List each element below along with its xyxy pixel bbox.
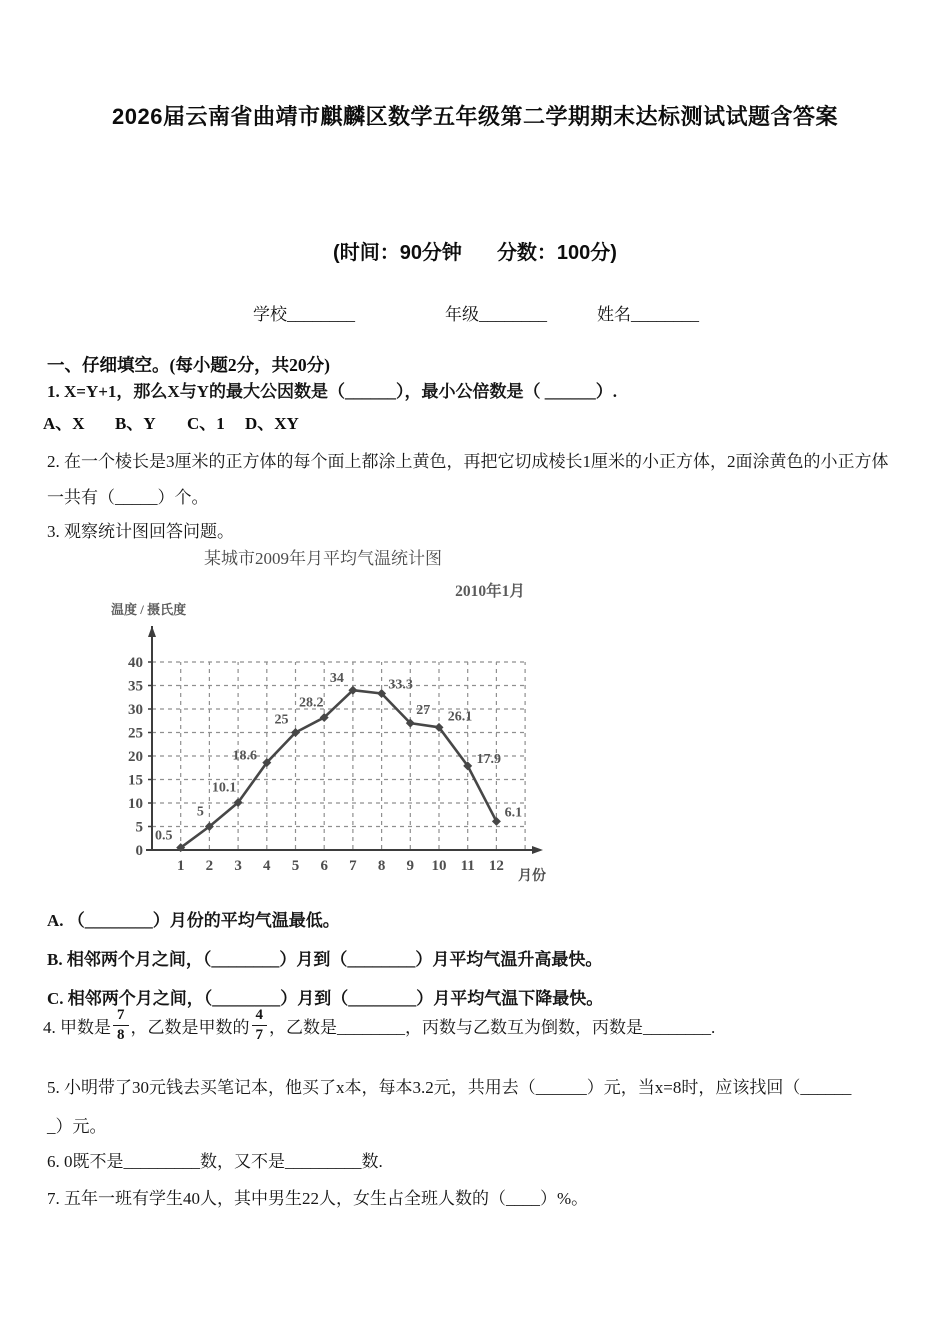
question-4-mid: ，乙数是甲数的	[130, 1018, 250, 1037]
question-4-suffix: ，乙数是________，丙数与乙数互为倒数，丙数是________.	[269, 1018, 716, 1037]
svg-text:15: 15	[128, 772, 143, 789]
name-blank: 姓名________	[597, 305, 699, 324]
svg-text:33.3: 33.3	[388, 677, 413, 693]
svg-text:9: 9	[406, 858, 415, 874]
option-c: C、1	[187, 414, 225, 433]
exam-meta-row	[0, 236, 950, 265]
svg-text:2010年1月: 2010年1月	[455, 583, 525, 600]
svg-text:某城市2009年月平均气温统计图: 某城市2009年月平均气温统计图	[204, 549, 442, 568]
temperature-chart-container	[95, 548, 565, 898]
temperature-chart	[95, 548, 565, 898]
svg-text:10.1: 10.1	[211, 780, 237, 796]
question-2-line2: 一共有（_____）个。	[47, 488, 209, 507]
question-6: 6. 0既不是_________数，又不是_________数.	[47, 1152, 383, 1171]
question-5-line1: 5. 小明带了30元钱去买笔记本，他买了x本，每本3.2元，共用去（______）元，当x=8时，应该找回（______	[47, 1078, 852, 1097]
svg-text:26.1: 26.1	[447, 709, 473, 725]
time-label: (时间：90分钟	[333, 242, 462, 264]
svg-text:温度 / 摄氏度: 温度 / 摄氏度	[111, 602, 187, 617]
svg-text:30: 30	[128, 702, 143, 718]
svg-text:7: 7	[349, 858, 357, 874]
option-d: D、XY	[245, 414, 299, 433]
score-label: 分数：100分)	[496, 242, 617, 264]
svg-text:35: 35	[128, 678, 143, 695]
question-4-prefix: 4. 甲数是	[43, 1018, 111, 1037]
fraction-7-8: $\frac{7}{8}$	[113, 1008, 129, 1043]
fraction-4-7: $\frac{4}{7}$	[252, 1008, 268, 1043]
question-3b: B. 相邻两个月之间，（________）月到（________）月平均气温升高最快。	[47, 950, 603, 969]
svg-text:月份: 月份	[518, 869, 546, 884]
svg-text:18.6: 18.6	[232, 748, 258, 764]
question-1: 1. X=Y+1，那么X与Y的最大公因数是（______），最小公倍数是（ ______）.	[47, 382, 617, 401]
svg-text:40: 40	[128, 655, 143, 671]
svg-text:4: 4	[263, 858, 271, 874]
grade-blank: 年级________	[445, 305, 547, 324]
svg-text:28.2: 28.2	[298, 695, 324, 711]
svg-text:27: 27	[416, 703, 431, 719]
section-heading: 一、仔细填空。(每小题2分，共20分)	[47, 355, 330, 375]
school-blank: 学校________	[253, 305, 355, 324]
svg-text:20: 20	[128, 749, 143, 765]
svg-text:12: 12	[488, 858, 504, 874]
question-2-line1: 2. 在一个棱长是3厘米的正方体的每个面上都涂上黄色，再把它切成棱长1厘米的小正方体，2面涂黄色的小正方体	[47, 452, 889, 471]
question-4	[43, 1008, 715, 1043]
page-title: 2026届云南省曲靖市麒麟区数学五年级第二学期期末达标测试试题含答案	[112, 104, 838, 129]
svg-text:25: 25	[274, 712, 289, 728]
svg-text:10: 10	[431, 858, 447, 874]
question-5-line2: _）元。	[47, 1117, 107, 1136]
svg-text:17.9: 17.9	[476, 751, 501, 767]
svg-text:5: 5	[135, 819, 143, 836]
svg-text:0.5: 0.5	[154, 828, 173, 844]
svg-text:6.1: 6.1	[504, 805, 523, 821]
svg-text:25: 25	[128, 725, 143, 742]
svg-text:0: 0	[135, 843, 143, 859]
question-3c: C. 相邻两个月之间，（________）月到（________）月平均气温下降最快。	[47, 989, 604, 1008]
svg-text:11: 11	[460, 858, 475, 874]
option-a: A、X	[43, 414, 85, 433]
question-7: 7. 五年一班有学生40人，其中男生22人，女生占全班人数的（____）%。	[47, 1189, 589, 1208]
svg-text:2: 2	[205, 858, 214, 874]
svg-text:5: 5	[196, 804, 204, 820]
svg-text:6: 6	[320, 858, 328, 874]
question-3a: A. （________）月份的平均气温最低。	[47, 911, 340, 930]
svg-text:10: 10	[128, 796, 143, 812]
svg-text:8: 8	[377, 858, 386, 874]
option-b: B、Y	[115, 414, 156, 433]
svg-text:1: 1	[176, 858, 185, 874]
question-3: 3. 观察统计图回答问题。	[47, 522, 234, 541]
svg-text:3: 3	[234, 858, 242, 874]
svg-text:34: 34	[329, 671, 344, 687]
svg-text:5: 5	[291, 858, 300, 874]
